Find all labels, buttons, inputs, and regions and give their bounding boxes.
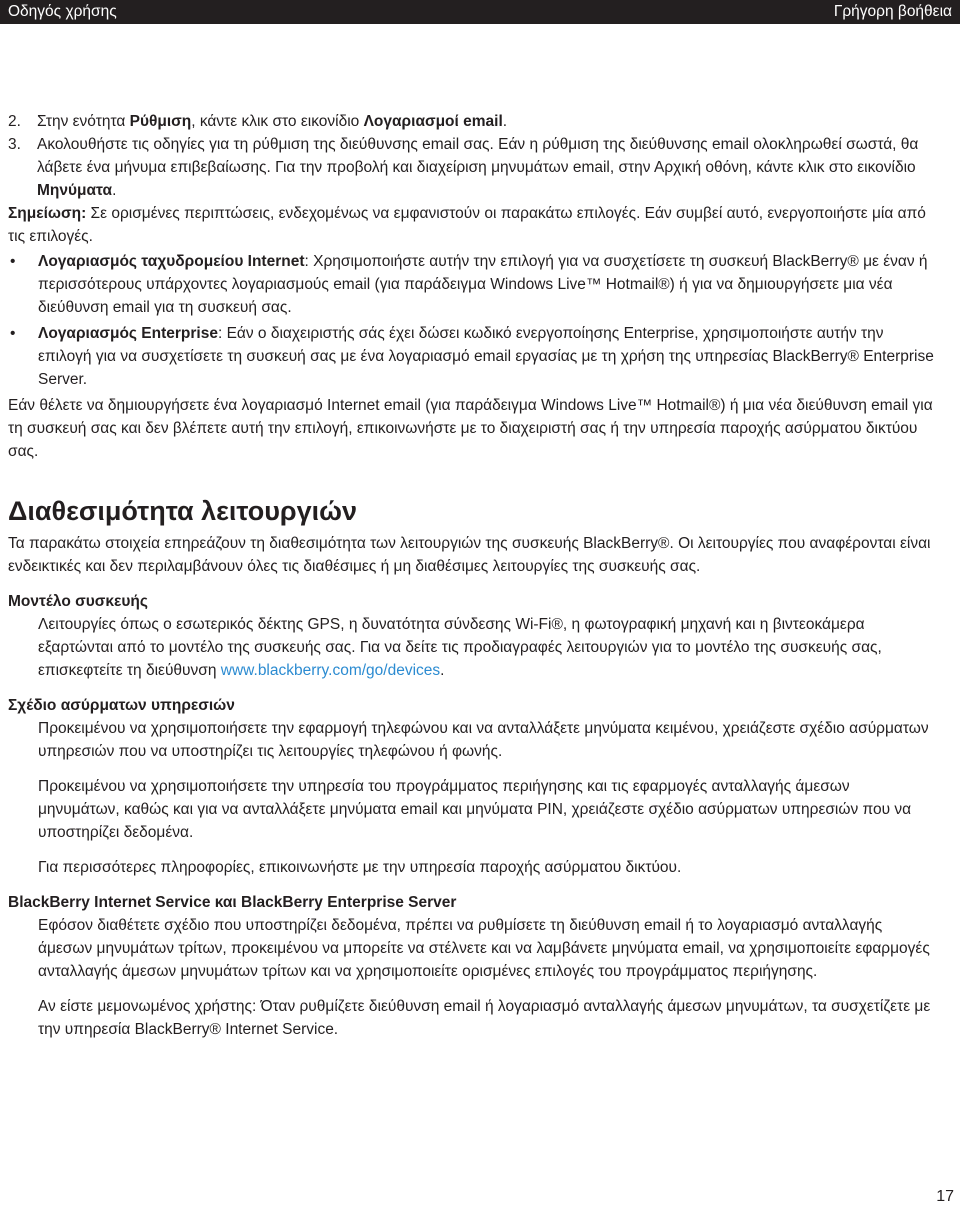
intro-paragraph: Τα παρακάτω στοιχεία επηρεάζουν τη διαθεσιμότητα των λειτουργιών της συσκευής BlackBerry®. Οι λειτουργίες που αναφέρονται είναι ενδεικτικές και δεν περιλαμβάνουν όλες τις διαθέσιμες ή μη διαθέσιμες λειτουργίες της συσκευής σας.	[8, 535, 931, 575]
step-3	[8, 133, 934, 202]
bis-bes-paragraph-1: Εφόσον διαθέτετε σχέδιο που υποστηρίζει δεδομένα, πρέπει να ρυθμίσετε τη διεύθυνση email ή το λογαριασμό ανταλλαγής άμεσων μηνυμάτων τρίτων, προκειμένου να μπορείτε να στέλνετε και να λαμβάνετε μηνύματα email, να χρησιμοποιείτε εφαρμογές ανταλλαγής άμεσων μηνυμάτων τρίτων και να χρησιμοποιείτε ορισμένες επιλογές του προγράμματος περιήγησης.	[38, 917, 930, 980]
step-number: 2.	[8, 113, 21, 130]
note-label: Σημείωση:	[8, 205, 87, 222]
wireless-plan-heading: Σχέδιο ασύρματων υπηρεσιών	[8, 697, 235, 714]
wireless-plan-paragraph-3: Για περισσότερες πληροφορίες, επικοινωνήστε με την υπηρεσία παροχής ασύρματου δικτύου.	[38, 859, 682, 876]
note-text: Σε ορισμένες περιπτώσεις, ενδεχομένως να εμφανιστούν οι παρακάτω επιλογές. Εάν συμβεί αυτό, ενεργοποιήστε μία από τις επιλογές.	[8, 205, 926, 245]
option-title: Λογαριασμός ταχυδρομείου Internet	[38, 253, 305, 270]
header-guide-title: Οδηγός χρήσης	[8, 3, 117, 20]
page-content	[8, 110, 934, 1041]
step-text: .	[502, 113, 508, 130]
step-2	[8, 110, 934, 133]
device-model-heading: Μοντέλο συσκευής	[8, 593, 148, 610]
option-text: : Χρησιμοποιήστε αυτήν την επιλογή για να συσχετίσετε τη συσκευή BlackBerry® με έναν ή περισσότερους υπάρχοντες λογαριασμούς email (για παράδειγμα Windows Live™ Hotmail®) ή για να δημιουργήσετε μια νέα διεύθυνση email για τη συσκευή σας.	[38, 253, 928, 316]
wireless-plan-paragraph-1: Προκειμένου να χρησιμοποιήσετε την εφαρμογή τηλεφώνου και να ανταλλάξετε μηνύματα κειμένου, χρειάζεστε σχέδιο ασύρματων υπηρεσιών που να υποστηρίζει τις λειτουργίες τηλεφώνου ή φωνής.	[38, 720, 929, 760]
device-model-text: Λειτουργίες όπως ο εσωτερικός δέκτης GPS, η δυνατότητα σύνδεσης Wi-Fi®, η φωτογραφική μηχανή και η βιντεοκάμερα εξαρτώνται από το μοντέλο της συσκευής σας. Για να δείτε τις προδιαγραφές λειτουργιών για το μοντέλο της συσκευής σας, επισκεφτείτε τη διεύθυνση	[38, 616, 882, 679]
steps-list	[8, 110, 934, 202]
bullet-symbol: •	[10, 325, 16, 342]
device-model-paragraph	[8, 613, 934, 682]
step-text: , κάντε κλικ στο εικονίδιο	[191, 113, 364, 130]
step-text: Ακολουθήστε τις οδηγίες για τη ρύθμιση της διεύθυνσης email σας. Εάν η ρύθμιση της διεύθυνσης email ολοκληρωθεί σωστά, θα λάβετε ένα μήνυμα επιβεβαίωσης. Για την προβολή και διαχείριση μηνυμάτων email, στην Αρχική οθόνη, κάντε κλικ στο εικονίδιο	[37, 136, 919, 176]
step-setup-term: Ρύθμιση	[129, 113, 192, 130]
note	[8, 202, 934, 248]
step-email-accounts-term: Λογαριασμοί email	[363, 113, 503, 130]
option-text: : Εάν ο διαχειριστής σάς έχει δώσει κωδικό ενεργοποίησης Enterprise, χρησιμοποιήστε αυτήν την επιλογή για να συσχετίσετε τη συσκευή σας με ένα λογαριασμό email εργασίας με τη χρήση της υπηρεσίας BlackBerry® Enterprise Server.	[38, 325, 934, 388]
header-section-title: Γρήγορη βοήθεια	[833, 3, 952, 20]
options-list	[8, 250, 934, 391]
bis-bes-heading: BlackBerry Internet Service και BlackBerry Enterprise Server	[8, 894, 457, 911]
step-text: Στην ενότητα	[37, 113, 130, 130]
option-enterprise-account	[8, 322, 934, 391]
step-text: .	[112, 182, 117, 199]
paragraph-internet-email: Εάν θέλετε να δημιουργήσετε ένα λογαριασμό Internet email (για παράδειγμα Windows Live™ Hotmail®) ή μια νέα διεύθυνση email για τη συσκευή σας και δεν βλέπετε αυτή την επιλογή, επικοινωνήστε με το διαχειριστή σας ή την υπηρεσία παροχής ασύρματου δικτύου σας.	[8, 397, 933, 460]
wireless-plan-paragraph-2: Προκειμένου να χρησιμοποιήσετε την υπηρεσία του προγράμματος περιήγησης και τις εφαρμογές ανταλλαγής άμεσων μηνυμάτων, καθώς και για να ανταλλάξετε μηνύματα email και μηνύματα PIN, χρειάζεστε σχέδιο ασύρματων υπηρεσιών που να υποστηρίζει δεδομένα.	[38, 778, 912, 841]
step-number: 3.	[8, 136, 21, 153]
option-internet-account	[8, 250, 934, 319]
step-messages-term: Μηνύματα	[37, 182, 113, 199]
page-header	[0, 0, 960, 24]
bis-bes-paragraph-2: Αν είστε μεμονωμένος χρήστης: Όταν ρυθμίζετε διεύθυνση email ή λογαριασμό ανταλλαγής άμεσων μηνυμάτων, τα συσχετίζετε με την υπηρεσία BlackBerry® Internet Service.	[38, 998, 931, 1038]
feature-availability-heading: Διαθεσιμότητα λειτουργιών	[8, 496, 357, 526]
option-title: Λογαριασμός Enterprise	[38, 325, 218, 342]
device-model-period: .	[440, 662, 445, 679]
devices-link[interactable]: www.blackberry.com/go/devices	[220, 662, 441, 679]
page-number: 17	[936, 1188, 954, 1205]
bullet-symbol: •	[10, 253, 16, 270]
